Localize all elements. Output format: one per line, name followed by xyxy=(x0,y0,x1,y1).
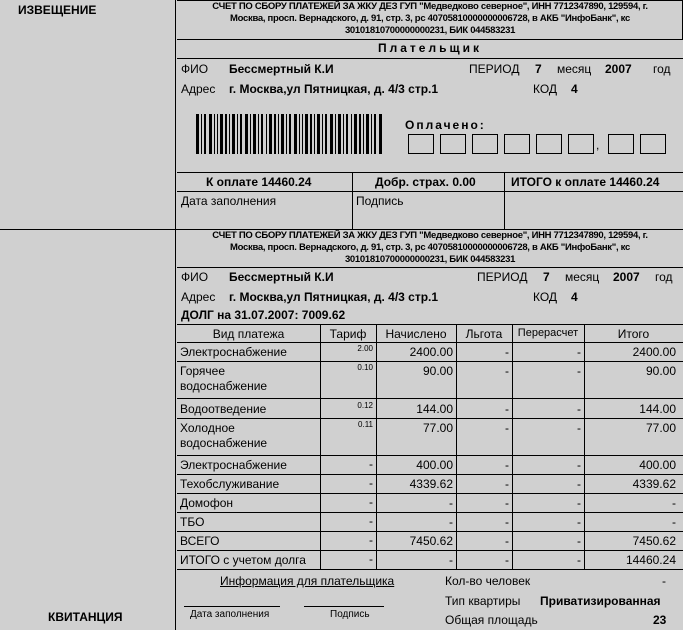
receipt-page: ИЗВЕЩЕНИЕ КВИТАНЦИЯ СЧЕТ ПО СБОРУ ПЛАТЕЖЕЙ ЗА ЖКУ ДЕЗ ГУП "Медведково северное", ИНН 7712347890, 129594, г. Москва, просп. Вернадского, д. 91, стр. 3, рс 40705810000000006728, в АКБ "ИнфоБанк", кс 30101810700000000231, БИК 044583231 Плательщик ФИО Бессмертный К.И ПЕРИОД 7 месяц 2007 год Адрес г. Москва,ул Пятницкая, д. 4/3 стр.1 КОД 4 Оплачено: , К оплате 14460.24 Добр. страх. 0.00 ИТОГО к оплате 14460.24 Дата заполнения Подпись СЧЕТ ПО СБОРУ ПЛАТЕЖЕЙ ЗА ЖКУ ДЕЗ ГУП "Медведково северное", ИНН 7712347890, 129594, г. Москва, просп. Вернадского, д. 91, стр. 3, рс 40705810000000006728, в АКБ "ИнфоБанк", кс 30101810700000000231, БИК 044583231 ФИО Бессмертный К.И ПЕРИОД 7 месяц 2007 год Адрес г. Москва,ул Пятницкая, д. 4/3 стр.1 КОД 4 ДОЛГ на 31.07.2007: 7009.62 Вид платежа Тариф Начислено Льгота Перерасчет Итого Электроснабжение 2.00 2400.00 - - 2400.00 Горячее водоснабжение 0.10 90.00 - - 90.00 Водоотведение 0.12 144.00 - - 144.00 Холодное водоснабжение 0.11 77.00 - - 77.00 Электроснабжение - 400.00 - - 400.00 Техобслуживание - 4339.62 - - 4339.62 Домофон - - - - - ТБО - - - - - ВСЕГО - 7450.62 - - 7450.62 ИТОГО с учетом долга - - - - 14460.24 Информация для плательщика Дата заполнения Подпись Кол-во человек - Тип квартиры Приватизированная Общая площадь 23 xyxy=(0,0,683,630)
period-value-receipt: 7 xyxy=(543,270,550,284)
recipient-line3-receipt: 30101810700000000231, БИК 044583231 xyxy=(344,254,516,265)
paid-kopeck-box[interactable] xyxy=(608,134,634,154)
people-value: - xyxy=(662,574,666,588)
apt-type-label: Тип квартиры xyxy=(445,594,521,608)
receipt-label: КВИТАНЦИЯ xyxy=(48,610,123,624)
fio-label-receipt: ФИО xyxy=(181,270,209,284)
paid-digit-box[interactable] xyxy=(408,134,434,154)
period-value: 7 xyxy=(535,62,542,76)
table-header: Вид платежа xyxy=(212,327,285,341)
table-row: ТБО xyxy=(180,515,205,529)
footer-fill-date: Дата заполнения xyxy=(190,609,270,620)
table-header: Начислено xyxy=(385,327,447,341)
paid-separator: , xyxy=(596,138,600,152)
table-row: ИТОГО с учетом долга xyxy=(180,553,306,567)
address-label: Адрес xyxy=(181,82,216,96)
fio-value-receipt: Бессмертный К.И xyxy=(229,270,334,284)
fio-value: Бессмертный К.И xyxy=(229,62,334,76)
table-row: Горячее водоснабжение xyxy=(180,364,268,393)
table-row: Электроснабжение xyxy=(180,345,287,359)
footer-signature: Подпись xyxy=(330,609,370,620)
left-stub xyxy=(0,0,176,630)
area-label: Общая площадь xyxy=(445,613,538,627)
debt-line: ДОЛГ на 31.07.2007: 7009.62 xyxy=(181,308,346,322)
year-value: 2007 xyxy=(605,62,632,76)
code-value: 4 xyxy=(571,82,578,96)
table-header: Итого xyxy=(617,327,650,341)
notice-label: ИЗВЕЩЕНИЕ xyxy=(18,3,97,17)
fio-label: ФИО xyxy=(181,62,209,76)
address-value: г. Москва,ул Пятницкая, д. 4/3 стр.1 xyxy=(229,82,439,96)
table-header: Тариф xyxy=(329,327,367,341)
recipient-line2-receipt: Москва, просп. Вернадского, д. 91, стр. 3, рс 40705810000000006728, в АКБ "ИнфоБанк", кс xyxy=(230,242,630,253)
paid-digit-box[interactable] xyxy=(568,134,594,154)
paid-digit-box[interactable] xyxy=(440,134,466,154)
month-label: месяц xyxy=(557,62,592,76)
payer-header: Плательщик xyxy=(378,41,482,55)
paid-label: Оплачено: xyxy=(405,118,486,132)
recipient-line1-receipt: СЧЕТ ПО СБОРУ ПЛАТЕЖЕЙ ЗА ЖКУ ДЕЗ ГУП "Медведково северное", ИНН 7712347890, 129594, г. xyxy=(212,230,648,241)
year-label-receipt: год xyxy=(655,270,673,284)
stub-divider xyxy=(0,229,176,230)
table-header: Льгота xyxy=(465,327,503,341)
info-label: Информация для плательщика xyxy=(220,574,395,588)
code-label: КОД xyxy=(533,82,558,96)
year-label: год xyxy=(653,62,671,76)
period-label-receipt: ПЕРИОД xyxy=(477,270,528,284)
recipient-line1: СЧЕТ ПО СБОРУ ПЛАТЕЖЕЙ ЗА ЖКУ ДЕЗ ГУП "Медведково северное", ИНН 7712347890, 129594, г. xyxy=(212,1,648,12)
table-row: Техобслуживание xyxy=(180,477,280,491)
paid-digit-box[interactable] xyxy=(504,134,530,154)
table-row: Водоотведение xyxy=(180,402,267,416)
code-value-receipt: 4 xyxy=(571,290,578,304)
apt-type-value: Приватизированная xyxy=(540,594,661,608)
insurance: Добр. страх. 0.00 xyxy=(375,175,476,189)
fill-date-label: Дата заполнения xyxy=(181,194,277,208)
table-row: Электроснабжение xyxy=(180,458,287,472)
paid-kopeck-box[interactable] xyxy=(640,134,666,154)
barcode xyxy=(196,114,384,154)
recipient-line3: 30101810700000000231, БИК 044583231 xyxy=(344,25,516,36)
recipient-line2: Москва, просп. Вернадского, д. 91, стр. 3, рс 40705810000000006728, в АКБ "ИнфоБанк", кс xyxy=(230,13,630,24)
year-value-receipt: 2007 xyxy=(613,270,640,284)
to-pay: К оплате 14460.24 xyxy=(206,175,312,189)
month-label-receipt: месяц xyxy=(565,270,600,284)
table-header: Перерасчет xyxy=(517,327,579,339)
period-label: ПЕРИОД xyxy=(469,62,520,76)
address-label-receipt: Адрес xyxy=(181,290,216,304)
signature-label: Подпись xyxy=(356,194,404,208)
table-row: Холодное водоснабжение xyxy=(180,421,268,450)
people-label: Кол-во человек xyxy=(445,574,531,588)
table-row: ВСЕГО xyxy=(180,534,220,548)
total-to-pay: ИТОГО к оплате 14460.24 xyxy=(511,175,660,189)
area-value: 23 xyxy=(653,613,667,627)
code-label-receipt: КОД xyxy=(533,290,558,304)
address-value-receipt: г. Москва,ул Пятницкая, д. 4/3 стр.1 xyxy=(229,290,439,304)
table-row: Домофон xyxy=(180,496,234,510)
paid-digit-box[interactable] xyxy=(536,134,562,154)
paid-digit-box[interactable] xyxy=(472,134,498,154)
